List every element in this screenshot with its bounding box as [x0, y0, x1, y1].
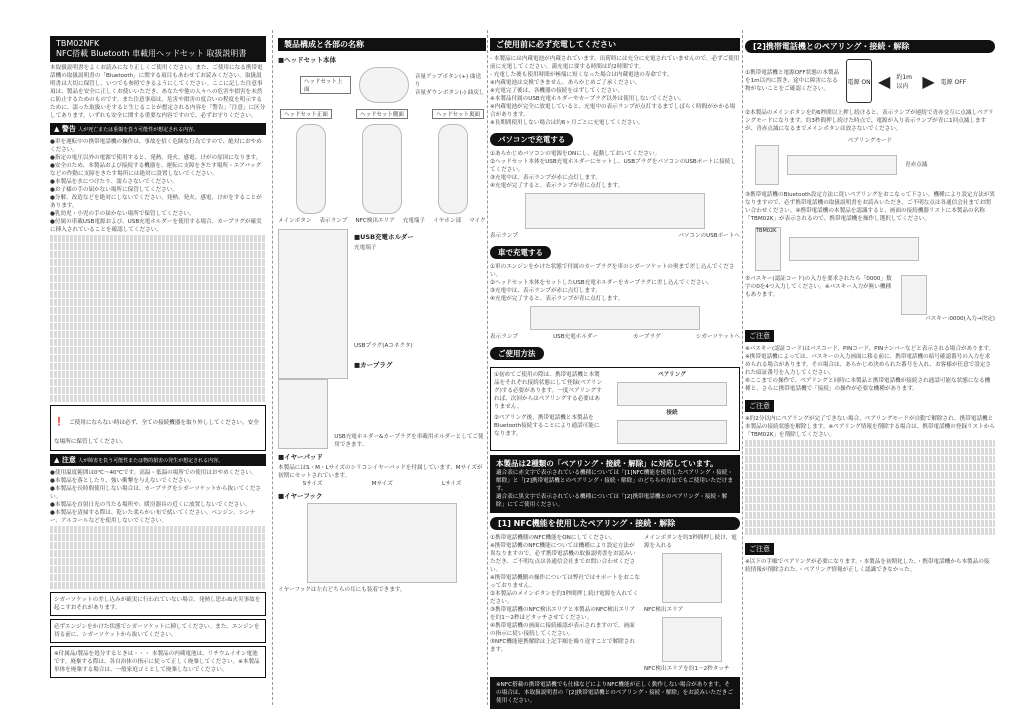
nfc-headset-image — [662, 553, 722, 603]
tip-title: ご注意 — [745, 543, 774, 555]
step-3: ③携帯電話機のBluetooth設定方法に従いペアリングをおこなって下さい。機種により設定方法が異なりますので、必ず携帯電話機の取扱説明書をお読みいただき、ご不明な点は各通信会社までお問い合わせください。④携帯電話機の本製品を認識すると、画面の接続機器リストに本製品の名称「TBM02K」が表示されるので、携帯電話機を操作し選択してください。 — [745, 192, 995, 222]
tip-block — [745, 323, 995, 377]
earpad-size: Sサイズ — [302, 481, 323, 487]
phone-image — [755, 145, 779, 185]
usage-box — [490, 367, 740, 451]
nfc-label: NFC検出エリア — [644, 607, 684, 613]
warning-icon: ▲ — [54, 125, 62, 133]
caution-note-2 — [50, 619, 266, 643]
warning-item: ●分解、改造などを絶対にしないでください。発熱、発火、感電、けがをすることがあります。 — [50, 195, 262, 209]
usage-text: ②ペアリング後、携帯電話機と本製品をBluetooth接続することにより通話可能になります。 — [494, 415, 600, 437]
step-2: ②本製品のメインボタンを約6秒間以上押し続けると、表示ランプが連続で青赤交互に点滅しペアリングモードになります。約3秒間押し続けた時点で、電源が入り表示ランプが青に1回点滅しますが、青赤点滅になるまでメインボタンは放さないでください。 — [745, 110, 994, 132]
earpad-text: 本製品にはS・M・Lサイズのシリコンイヤーパッドを付属しています。Mサイズが初期にセットされています。 — [278, 465, 483, 479]
car-charge-heading: 車で充電する — [490, 246, 551, 259]
car-label: USB充電ホルダー — [553, 334, 598, 340]
nfc-step: ※携帯電話機側の操作については弊社ではサポートをおこなっておりません。 — [490, 575, 641, 589]
usb-plug-label: USBプラグ(Aコネクタ) — [354, 343, 413, 349]
car-label: 表示ランプ — [490, 334, 518, 340]
nfc-step: ④携帯電話機の画面に接続確認が表示されますので、画面の指示に従い接続してください。 — [490, 623, 635, 637]
intro-text: 本取扱説明書をよくお読みになり正しくご使用ください。また、ご使用になる携帯電話機の取扱説明書の「Bluetooth」に関する項目もあわせてお読みください。取扱説明書は大切に保管し、いつでも参照できるようにしてください。ここに記した注意事項は、製品を安全に正しくお使いいただき、あなたや他の人々への危害や損害を未然に防止するためのものです。また注意事項は、危害や損害の度合いの程度を明示するために、誤った取扱いをすると生じることが想定される内容を「警告」「注意」に区分してあります。いずれも安全に関する重要な内容ですので、必ずお守りください。 — [50, 65, 266, 119]
headset-top-image — [359, 67, 408, 103]
headset-title: ■ヘッドセット本体 — [278, 56, 336, 64]
headset-side-image — [362, 124, 402, 214]
charge-note: ※充電完了後は、各機器の接続をはずしてください。 — [490, 88, 624, 94]
pc-label: 表示ランプ — [490, 233, 518, 239]
pairing-mode-label: ペアリングモード — [847, 138, 893, 144]
passkey-phone-image — [901, 275, 927, 315]
earpad-title: ■イヤーパッド — [278, 453, 323, 461]
column-components — [278, 36, 486, 594]
section-heading: [2]携帯電話機とのペアリング・接続・解除 — [745, 40, 995, 53]
connect-image — [617, 420, 727, 444]
usage-heading: ご使用方法 — [490, 347, 544, 360]
warning-item: ●指定の電圧以外の電源で使用すると、発熱、発火、感電、けがの原因になります。 — [50, 155, 262, 161]
warning-item: ●付属の車載USB電源および、USB充電ホルダーを使用する場合、カープラグが確実に挿入されていることを確認してください。 — [50, 219, 262, 233]
point-text: ※NFC搭載の携帯電話機でも仕様などによりNFC機能が正しく動作しない場合があります。その場合は、本取扱説明書の「[2]携帯電話機とのペアリング・接続・解除」をお読みいただきご使用ください。 — [496, 682, 733, 704]
pairing-signal-image — [787, 155, 897, 175]
nfc-step: ⑤NFC機能連携解除は上記手順を繰り返すことで解除されます。 — [490, 639, 635, 653]
warning-subtitle: 人が死亡または重傷を負う可能性が想定される内容。 — [78, 127, 199, 133]
caution-subtitle: 人が障害を負う可能性または物的損害の発生が想定される内容。 — [78, 458, 224, 464]
car-plug-label: USB充電ホルダー&カープラグを車載用ホルダーとしてご使用できます。 — [334, 434, 484, 448]
warning-item: ●車を運転中の携帯電話機の操作は、事故を招く危険な行為ですので、絶対におやめください。 — [50, 139, 262, 153]
point-box — [490, 455, 740, 513]
charge-note: ※内蔵電池が完全に放電していると、充電中の表示ランプが点灯するまでしばらく時間がかかる場合があります。 — [490, 104, 736, 118]
usb-holder-label: 充電端子 — [354, 245, 377, 251]
section-heading: ご使用前に必ず充電してください — [490, 38, 740, 51]
disposal-footnote — [50, 646, 266, 678]
warning-title: 警告 — [61, 125, 76, 133]
view-label: ヘッドセット正面 — [280, 109, 332, 119]
pairing-label: ペアリング — [658, 372, 686, 378]
charge-note: ※内蔵電池は交換できません。あらかじめご了承ください。 — [490, 80, 641, 86]
tip-text: ※パスキー(認証コード)はパスコード、PINコード、PINナンバーなどと表示される場合があります。※携帯電話機によっては、パスキーの入力画面に移る前に、携帯電話機の暗号確認番号の入力を求められる場合があります。その場合は、あらかじめ決められた番号を入れ、お客様が任意で設定された暗証番号を入力してください。 — [745, 346, 995, 376]
earpad-size: Mサイズ — [371, 481, 393, 487]
car-step: ④充電が完了すると、表示ランプが青に点灯します。 — [490, 296, 624, 302]
nfc-step: ②本製品のメインボタンを約3秒間押し続け電源を入れてください。 — [490, 591, 639, 605]
earhook-text: イヤーフックは左右どちらの耳にも装着できます。 — [278, 587, 406, 593]
car-charge-image — [530, 306, 700, 330]
phone-on-label: 電源 ON — [847, 78, 871, 86]
step-5: ⑤パスキー(認証コード)の入力を要求されたら「0000」数字の0を4つ入力してください。※パスキー入力が無い機種もあります。 — [745, 276, 892, 298]
arrow-right-icon: ▶ — [922, 71, 935, 91]
headset-back-image — [438, 124, 468, 214]
pc-step: ①あらかじめパソコンの電源をONにし、起動しておいてください。 — [490, 151, 661, 157]
caution-note-text: シガーソケットの差し込みが確実に行われていない場合、発熱し思わぬ火災事故を起こすおそれがあります。 — [54, 597, 261, 611]
lamp-label: 青赤点滅 — [905, 162, 928, 168]
car-plug-image — [278, 379, 328, 449]
caution-item: ●使用温度範囲は0℃〜40℃です。高温・低温の場所での使用はおやめください。 — [50, 470, 257, 476]
pc-charge-image — [525, 193, 705, 229]
caution-item: ●本製品を直射日光の当たる場所や、暖房器具の近くに放置しないでください。 — [50, 502, 251, 508]
view-label: ヘッドセット裏面 — [432, 109, 484, 119]
device-name: TBM02K — [756, 228, 777, 234]
tip-title: ご注意 — [745, 330, 774, 342]
point-title: 本製品は2種類の「ペアリング・接続・解除」に対応しています。 — [496, 459, 718, 468]
part-label: マイク — [469, 218, 486, 224]
part-label: 表示ランプ — [319, 218, 348, 224]
nfc-label: メインボタンを約3秒間押し続け、電源を入れる — [644, 535, 737, 549]
earpad-size: Lサイズ — [441, 481, 462, 487]
nfc-step: ③携帯電話機のNFC検出エリアと本製品のNFC検出エリアを約1〜2秒ほどタッチさせてください。 — [490, 607, 636, 621]
nfc-label: NFC検出エリアを約1〜2秒タッチ — [644, 666, 730, 672]
distance-label: 約1m 以内 — [896, 74, 912, 90]
connect-signal-image — [789, 237, 919, 261]
warning-header — [50, 123, 266, 135]
warning-item: ●お子様の手の届かない場所に保管してください。 — [50, 187, 178, 193]
caution-header — [50, 454, 266, 466]
charge-note: - 充電した後も使用時間が極端に短くなった場合は内蔵電池の寿命です。 — [490, 72, 673, 78]
warning-item: ●安全のため、本製品および接続する機器を、運転に支障をきたす場所・エアバッグなどの作動に支障をきたす場所には絶対に設置しないでください。 — [50, 163, 262, 177]
earhook-image — [307, 503, 457, 583]
car-step: ③充電中は、表示ランプが赤に点灯します。 — [490, 288, 601, 294]
part-label: 充電端子 — [402, 218, 426, 224]
tip-block — [745, 536, 995, 574]
warning-item: ●本製品を水につけたり、濡らさないでください。 — [50, 179, 178, 185]
warning-note — [50, 405, 266, 451]
pc-step: ②ヘッドセット本体をUSB充電ホルダーにセットし、USBプラグをパソコンのUSBポートに接続してください。 — [490, 159, 736, 173]
tip-text: ※以下の手順でペアリングが必要になります。・本製品を初期化した。・携帯電話機から本製品の接続情報が削除された。・ペアリング情報が正しく認識できなかった。 — [745, 559, 990, 573]
car-label: シガーソケットへ — [695, 334, 740, 340]
usb-holder-image — [278, 229, 348, 379]
volume-up-label: 音量アップボタン(+) 曲送り — [414, 74, 482, 88]
alert-icon: ❗ — [54, 417, 64, 426]
step-1: ①携帯電話機と電源OFF状態の本製品を1m以内に置き、途中に障害になる物がないことをご確認ください。 — [745, 70, 840, 92]
pc-charge-heading: パソコンで充電する — [490, 133, 573, 146]
tip-text: ⑥ここまでの操作で、ペアリングと同時に本製品と携帯電話機が接続され通話可能な状態になる機種と、さらに携帯電話機で「接続」の操作が必要な機種があります。 — [745, 378, 991, 392]
point-box-bottom — [490, 677, 740, 709]
car-label: カープラグ — [633, 334, 661, 340]
warning-note-text: ご使用にならない時は必ず、全ての接続機器を取り外ししてください。安全な場所に保管してください。 — [54, 420, 259, 445]
part-label: メインボタン — [278, 218, 312, 224]
power-off-label: 電源 OFF — [940, 78, 967, 86]
connect-label: 接続 — [666, 410, 678, 416]
caution-note-text: 必ずエンジンをかけた状態でシガーソケットに挿してください。また、エンジンを切る前に、シガーソケットから抜いてください。 — [54, 624, 260, 638]
car-step: ②ヘッドセット本体をセットしたUSB充電ホルダーをカープラグに差し込んでください。 — [490, 280, 713, 286]
caution-item: ●本製品を落としたり、強い衝撃を与えないでください。 — [50, 478, 195, 484]
warning-list — [50, 138, 266, 402]
tip-title: ご注意 — [745, 400, 774, 412]
tip-block — [745, 377, 995, 393]
pc-label: パソコンのUSBポートへ — [678, 233, 740, 239]
pc-step: ③充電中は、表示ランプが赤に点灯します。 — [490, 175, 601, 181]
charge-note: - 本製品には内蔵電池が内蔵されています。出荷時には充分に充電されていませんので、必ずご使用前に充電してください。満充電に要する時間は約2時間です。 — [490, 56, 740, 70]
point-text: 適合表に赤文字で表示されている機種については「[1]NFC機能を使用したペアリング・接続・解除」と「[2]携帯電話機とのペアリング・接続・解除」のどちらの方法でもご使用いただけます。 — [496, 470, 733, 492]
part-label: NFC検出エリア — [355, 218, 395, 224]
charge-note: ※本製品付属のUSB充電ホルダーやカープラグ以外は使用しないでください。 — [490, 96, 685, 102]
caution-item: ●本製品を長時間使用しない場合は、カープラグをシガーソケットから抜いてください。 — [50, 486, 262, 500]
tip-text: ※約2分以内にペアリングが完了できない場合、ペアリングモードが自動で解除され、携帯電話機と本製品の接続状態を解除します。※ペアリング情報を削除する場合は、携帯電話機の登録リストから「TBM02K」を削除してください。 — [745, 416, 995, 438]
view-label: ヘッドセット上面 — [300, 76, 351, 94]
nfc-step: ①携帯電話機側のNFC機能をONにしてください。 — [490, 535, 616, 541]
volume-down-label: 音量ダウンボタン(-) 曲戻し — [414, 90, 485, 96]
point-text: 適合表に黒文字で表示されている機種については「[2]携帯電話機とのペアリング・接続・解除」にてご使用ください。 — [496, 494, 728, 508]
usage-text: ①初めてご使用の際は、携帯電話機と本製品をそれぞれ接続状態にして登録(ペアリング)する必要があります。一度ペアリングすれば、次回からはペアリングする必要はありません。 — [494, 372, 603, 410]
usb-holder-title: ■USB充電ホルダー — [354, 233, 414, 241]
view-label: ヘッドセット側面 — [356, 109, 408, 119]
device-list-image — [755, 227, 781, 271]
pc-step: ④充電が完了すると、表示ランプが青に点灯します。 — [490, 183, 624, 189]
caution-item: ●本製品を清掃する際は、乾いた柔らかい布で拭いてください。ベンジン、シンナー、アルコールなどを使用しないでください。 — [50, 510, 256, 524]
model-number: TBM02NFK — [56, 39, 100, 48]
footnote-text: ※付属品/製品を処分するときは・・・ 本製品の内蔵電池は、リチウムイオン電池です。廃棄する際は、各自治体の指示に従って正しく廃棄してください。※本製品単体を廃棄する場合は、一般家庭ゴミとして廃棄しないでください。 — [54, 651, 260, 673]
part-label: イヤホン部 — [433, 218, 462, 224]
tip-block — [745, 393, 995, 535]
arrow-left-icon: ◀ — [878, 71, 891, 91]
car-step: ①車のエンジンをかけた状態で付属のカープラグを車のシガーソケットの奥まで差し込んでください。 — [490, 264, 735, 278]
headset-front-image — [296, 124, 326, 214]
document-header — [50, 36, 266, 62]
caution-icon: ▲ — [54, 456, 62, 464]
column-pairing — [745, 36, 995, 574]
nfc-touch-image — [662, 617, 722, 662]
caution-title: 注意 — [61, 456, 76, 464]
car-plug-title: ■カープラグ — [354, 361, 393, 369]
phone-icon — [846, 59, 872, 103]
caution-note-1 — [50, 592, 266, 616]
pairing-image — [617, 382, 727, 406]
document-title: NFC搭載 Bluetooth 車載用ヘッドセット 取扱説明書 — [56, 49, 247, 58]
earhook-title: ■イヤーフック — [278, 492, 323, 500]
column-charging — [490, 36, 740, 713]
section-heading: 製品構成と各部の名称 — [278, 38, 486, 51]
passkey-label: パスキー:0000(入力→決定) — [925, 316, 995, 322]
charge-note: ※長期間使用しない場合は約6ヶ月ごとに充電してください。 — [490, 120, 644, 126]
nfc-heading: [1] NFC機能を使用したペアリング・接続・解除 — [490, 517, 740, 530]
caution-list — [50, 469, 266, 589]
nfc-step: ※携帯電話機のNFC機能については機種により設定方法が異なりますので、必ず携帯電話機の取扱説明書をお読みいただき、ご不明な点は各通信会社までお問い合わせください。 — [490, 543, 636, 573]
warning-item: ●乳幼児・小児の手の届かない場所で保管してください。 — [50, 211, 195, 217]
column-safety — [50, 36, 266, 681]
